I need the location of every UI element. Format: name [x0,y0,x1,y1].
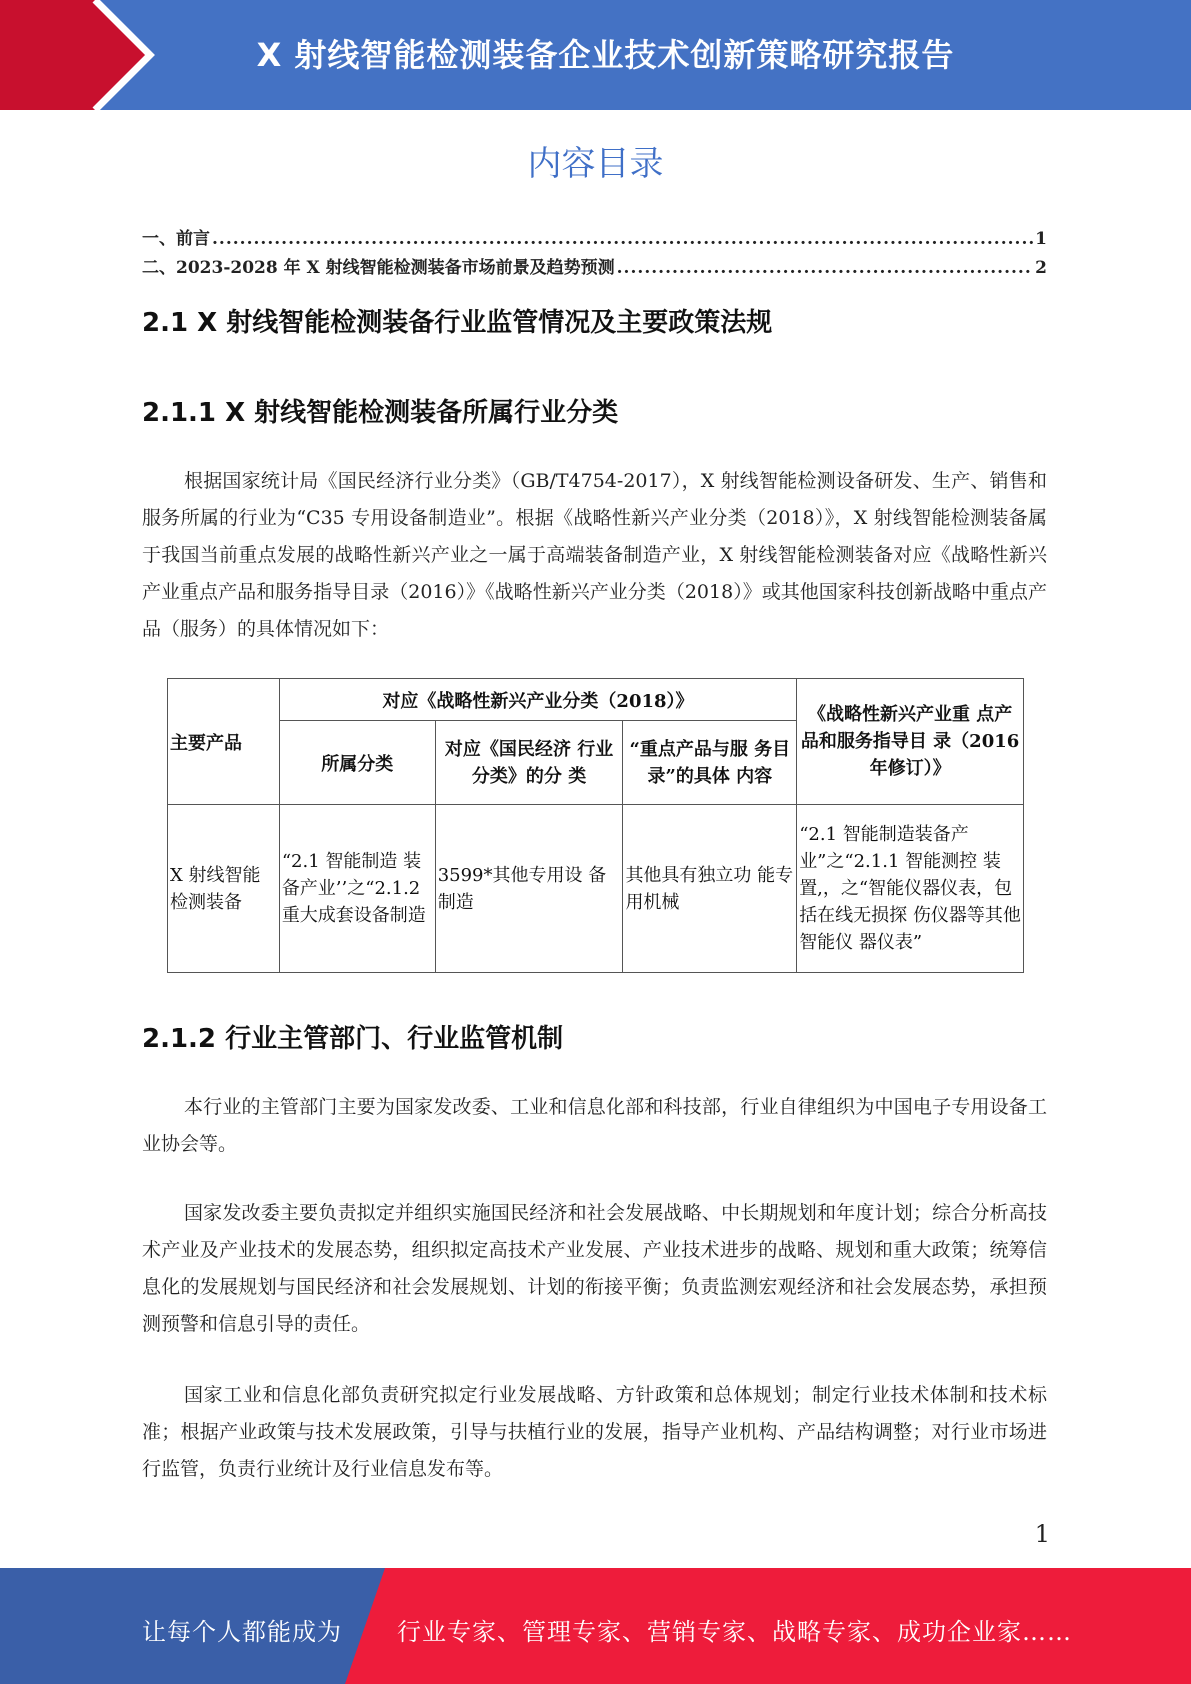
toc-leader-dots [212,229,1033,249]
table-row [168,805,1024,973]
cell-product: X 射线智能检测装备 [168,805,280,973]
paragraph-classification: 根据国家统计局《国民经济行业分类》（GB/T4754-2017），X 射线智能检测设备研发、生产、销售和服务所属的行业为“C35 专用设备制造业”。根据《战略性新兴产业分类（2018）》，X 射线智能检测装备属于我国当前重点发展的战略性新兴产业之一属于高端装备制造产业，X 射线智能检测装备对应《战略性新兴产业重点产品和服务指导目录（2016）》《战略性新兴产业分类（2018）》或其他国家科技创新战略中重点产品（服务）的具体情况如下： [142,470,1047,640]
header-category: 所属分类 [279,721,435,805]
table-of-contents [142,224,1047,282]
paragraph-miit: 国家工业和信息化部负责研究拟定行业发展战略、方针政策和总体规划；制定行业技术体制和技术标准；根据产业政策与技术发展政策，引导与扶植行业的发展，指导产业机构、产品结构调整；对行业市场进行监管，负责行业统计及行业信息发布等。 [142,1384,1047,1480]
section-heading-2-1-1: 2.1.1 X 射线智能检测装备所属行业分类 [142,398,619,428]
toc-entry[interactable] [142,224,1047,253]
section-heading-2-1-2: 2.1.2 行业主管部门、行业监管机制 [142,1024,564,1054]
footer-slogan-left: 让每个人都能成为 [142,1618,342,1646]
footer-slogan-right: 行业专家、管理专家、营销专家、战略专家、成功企业家…… [397,1618,1072,1646]
cell-category: “2.1 智能制造 装备产业’’之“2.1.2 重大成套设备制造 [279,805,435,973]
toc-leader-dots [617,258,1034,278]
header-industry-classification: 对应《国民经济 行业分类》的分 类 [435,721,623,805]
toc-entry-text: 一、前言 [142,229,210,249]
toc-entry-page: 2 [1035,258,1047,278]
header-banner [0,0,1191,110]
toc-entry-page: 1 [1035,229,1047,249]
report-title: X 射线智能检测装备企业技术创新策略研究报告 [256,36,955,74]
header-main-product: 主要产品 [168,679,280,805]
header-strategic-group: 对应《战略性新兴产业分类（2018）》 [279,679,796,721]
toc-heading: 内容目录 [527,144,664,184]
toc-entry[interactable] [142,253,1047,282]
header-guide-catalog: 《战略性新兴产业重 点产品和服务指导目 录（2016 年修订）》 [797,679,1024,805]
toc-entry-text: 二、2023-2028 年 X 射线智能检测装备市场前景及趋势预测 [142,258,615,278]
paragraph-ndrc: 国家发改委主要负责拟定并组织实施国民经济和社会发展战略、中长期规划和年度计划；综合分析高技术产业及产业技术的发展态势，组织拟定高技术产业发展、产业技术进步的战略、规划和重大政策；统筹信息化的发展规划与国民经济和社会发展规划、计划的衔接平衡；负责监测宏观经济和社会发展态势，承担预测预警和信息引导的责任。 [142,1202,1047,1335]
footer-banner [0,1568,1191,1684]
cell-industry: 3599*其他专用设 备制造 [435,805,623,973]
header-key-products: “重点产品与服 务目录”的具体 内容 [623,721,797,805]
section-heading-2-1: 2.1 X 射线智能检测装备行业监管情况及主要政策法规 [142,308,773,338]
cell-key: 其他具有独立功 能专用机械 [623,805,797,973]
cell-guide: “2.1 智能制造装备产 业”之“2.1.1 智能测控 装置,，之“智能仪器仪表，包括在线无损探 伤仪器等其他智能仪 器仪表” [797,805,1024,973]
paragraph-authorities: 本行业的主管部门主要为国家发改委、工业和信息化部和科技部，行业自律组织为中国电子专用设备工业协会等。 [142,1096,1047,1155]
classification-table [167,678,1024,973]
page-number: 1 [1034,1520,1050,1548]
